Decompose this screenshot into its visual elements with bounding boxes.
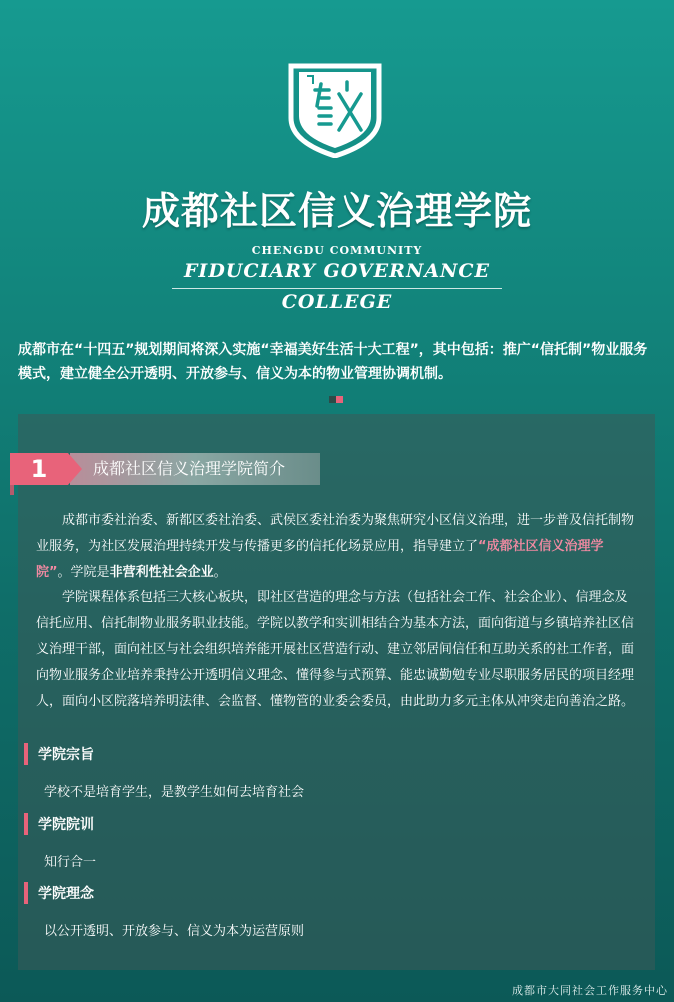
- section-title: 成都社区信义治理学院简介: [93, 459, 286, 478]
- english-subtitle-line1: FIDUCIARY GOVERNANCE: [183, 260, 491, 282]
- section-accent: [10, 485, 14, 495]
- motto-heading: [24, 813, 94, 835]
- p1-text: 成都市委社治委、新都区委社治委、武侯区委社治委为聚焦研究小区信义治理，进一步普及信托制物业服务，为社区发展治理持续开发与传播更多的信托化场景应用，指导建立了: [36, 513, 635, 554]
- indicator-dot: [329, 396, 336, 403]
- philosophy-label: 学院理念: [38, 886, 94, 902]
- page-title: 成都社区信义治理学院: [141, 189, 532, 233]
- title-divider: [172, 288, 502, 289]
- p1-text-b: 。学院是: [57, 565, 110, 580]
- intro-text: 成都市在“十四五”规划期间将深入实施“幸福美好生活十大工程”，其中包括：: [18, 342, 503, 358]
- heading-bar: [24, 813, 28, 835]
- mission-label: 学院宗旨: [38, 747, 94, 763]
- english-subtitle-line2: COLLEGE: [281, 291, 393, 313]
- mission-heading: [24, 743, 94, 765]
- philosophy-text: 以公开透明、开放参与、信义为本为运营原则: [44, 924, 305, 939]
- english-subtitle-small: CHENGDU COMMUNITY: [251, 244, 423, 257]
- xinyi-shield-logo-icon: [287, 60, 383, 158]
- indicator-dot-active: [336, 396, 343, 403]
- section-number: 1: [10, 453, 68, 485]
- mission-text: 学校不是培育学生，是教学生如何去培育社会: [44, 785, 305, 800]
- page-indicator: [329, 396, 343, 403]
- intro-paragraph-1: [36, 508, 638, 586]
- motto-text: 知行合一: [44, 855, 97, 870]
- p1-bold: 非营利性社会企业: [109, 565, 214, 580]
- section-arrow: [68, 453, 82, 485]
- intro-bold-text: 推广“信托制”物业服务模式，建立健全公开透明、开放参与、信义为本的物业管理协调机制。: [18, 342, 648, 382]
- intro-paragraph: [18, 338, 658, 386]
- heading-bar: [24, 882, 28, 904]
- college-name-highlight: “成都社区信义治理学院”: [36, 539, 604, 580]
- footer-credit: 成都市大同社会工作服务中心: [512, 984, 668, 997]
- motto-label: 学院院训: [38, 817, 94, 833]
- heading-bar: [24, 743, 28, 765]
- section-header: [10, 453, 310, 485]
- p1-text-c: 。: [213, 565, 227, 580]
- philosophy-heading: [24, 882, 94, 904]
- intro-paragraph-2: 学院课程体系包括三大核心板块，即社区营造的理念与方法（包括社会工作、社会企业）、信理念及信托应用、信托制物业服务职业技能。学院以教学和实训相结合为基本方法，面向街道与乡镇培养社区信义治理干部，面向社区与社会组织培养能开展社区营造行动、建立邻居间信任和互助关系的社工作者，面向物业服务企业培养秉持公开透明信义理念、懂得参与式预算、能忠诚勤勉专业尽职服务居民的项目经理人，面向小区院落培养明法律、会监督、懂物管的业委会委员，由此助力多元主体从冲突走向善治之路。: [36, 590, 635, 709]
